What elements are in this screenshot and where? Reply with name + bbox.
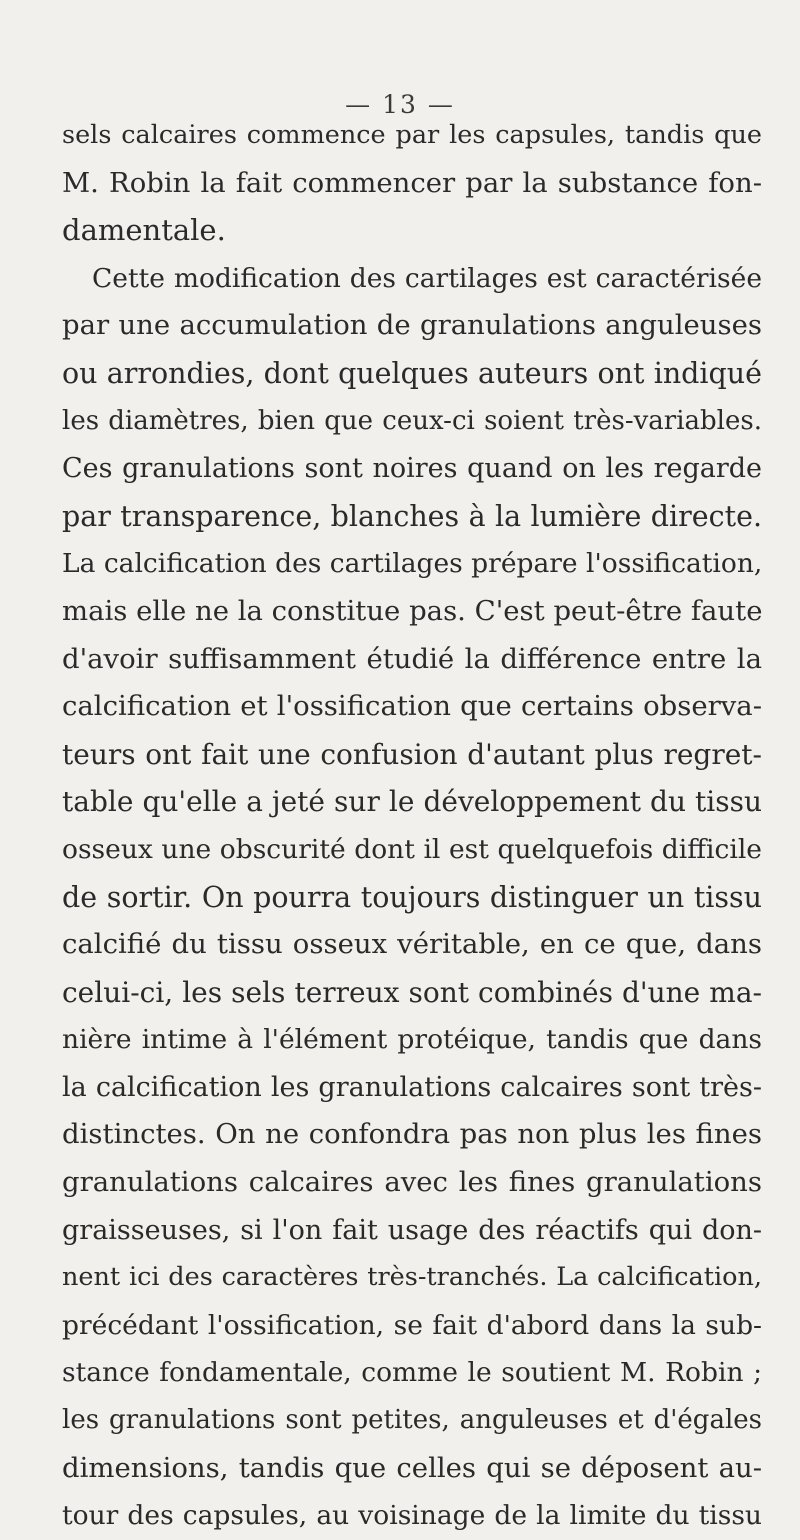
text-line: la calcification les granulations calcaires sont très- <box>62 1071 762 1103</box>
text-line: damentale. <box>62 213 226 248</box>
page-number: — 13 — <box>345 90 455 119</box>
text-line: M. Robin la fait commencer par la substance fon- <box>62 166 762 199</box>
text-line: sels calcaires commence par les capsules, tandis que <box>62 120 762 150</box>
text-line: tour des capsules, au voisinage de la limite du tissu <box>62 1500 762 1532</box>
text-line: mais elle ne la constitue pas. C'est peut-être faute <box>62 594 763 627</box>
text-line: graisseuses, si l'on fait usage des réactifs qui don- <box>62 1214 762 1246</box>
text-line: les diamètres, bien que ceux-ci soient très-variables. <box>62 405 762 436</box>
text-line: nière intime à l'élément protéique, tandis que dans <box>62 1024 762 1056</box>
text-line: distinctes. On ne confondra pas non plus les fines <box>62 1118 762 1151</box>
text-line: osseux une obscurité dont il est quelquefois difficile <box>62 833 762 865</box>
text-line: calcifié du tissu osseux véritable, en ce que, dans <box>62 928 762 961</box>
text-line: ou arrondies, dont quelques auteurs ont indiqué <box>62 356 762 390</box>
text-line: Cette modification des cartilages est caractérisée <box>92 262 762 294</box>
text-line: dimensions, tandis que celles qui se déposent au- <box>62 1451 762 1484</box>
text-line: table qu'elle a jeté sur le développement du tissu <box>62 785 762 819</box>
text-line: de sortir. On pourra toujours distinguer un tissu <box>62 880 762 914</box>
text-line: d'avoir suffisamment étudié la différence entre la <box>62 642 762 675</box>
text-line: nent ici des caractères très-tranchés. La calcification, <box>62 1262 762 1293</box>
text-line: stance fondamentale, comme le soutient M. Robin ; <box>62 1357 762 1389</box>
text-line: calcification et l'ossification que certains observa- <box>62 690 762 723</box>
text-line: les granulations sont petites, anguleuses et d'égales <box>62 1405 762 1436</box>
text-line: par une accumulation de granulations anguleuses <box>62 309 762 342</box>
text-line: granulations calcaires avec les fines granulations <box>62 1166 762 1199</box>
body-text <box>62 112 762 1540</box>
text-line: précédant l'ossification, se fait d'abord dans la sub- <box>62 1309 762 1341</box>
text-line: teurs ont fait une confusion d'autant plus regret- <box>62 737 762 771</box>
text-line: La calcification des cartilages prépare l'ossification, <box>62 548 763 580</box>
text-line: par transparence, blanches à la lumière directe. <box>62 499 762 533</box>
text-line: Ces granulations sont noires quand on les regarde <box>62 453 762 485</box>
text-line: celui-ci, les sels terreux sont combinés d'une ma- <box>62 975 762 1009</box>
